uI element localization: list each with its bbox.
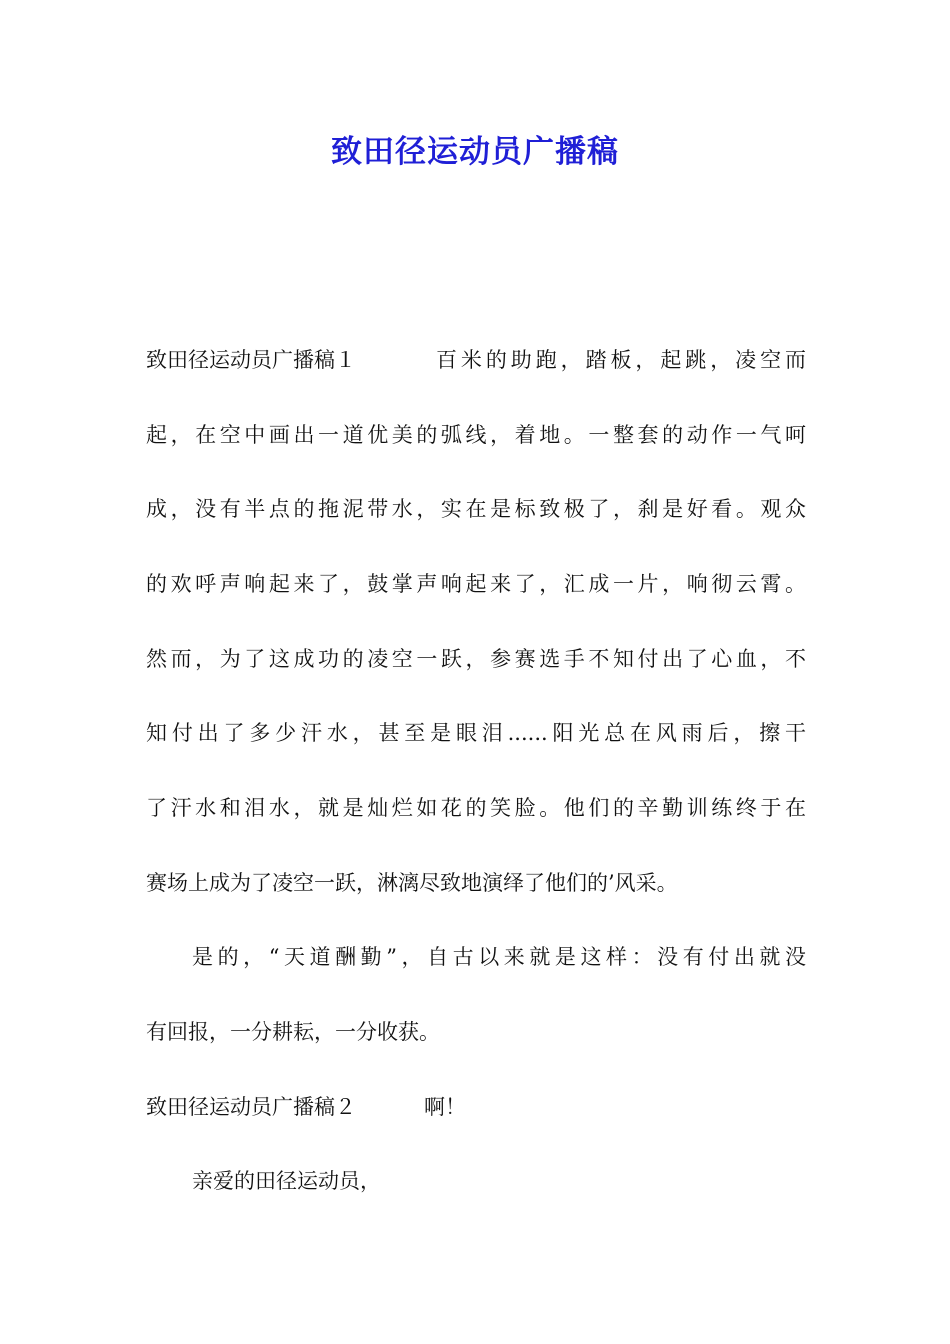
section1-first-line-tail: 百米的助跑，踏板，起跳，凌空而 [436, 348, 806, 372]
paragraph-line: 的欢呼声响起来了，鼓掌声响起来了，汇成一片，响彻云霄。 [146, 572, 806, 596]
paragraph-line: 有回报，一分耕耘，一分收获。 [146, 1020, 440, 1044]
paragraph-line: 亲爱的田径运动员， [192, 1169, 381, 1193]
section2-heading: 致田径运动员广播稿２ [146, 1095, 356, 1119]
paragraph-line: 成，没有半点的拖泥带水，实在是标致极了，刹是好看。观众 [146, 497, 806, 521]
paragraph-line: 赛场上成为了凌空一跃，淋漓尽致地演绎了他们的’风采。 [146, 871, 678, 895]
paragraph-line: 了汗水和泪水，就是灿烂如花的笑脸。他们的辛勤训练终于在 [146, 796, 806, 820]
paragraph-line: 然而，为了这成功的凌空一跃，参赛选手不知付出了心血，不 [146, 647, 806, 671]
section2-first-line-tail: 啊！ [424, 1095, 466, 1119]
paragraph-line: 知付出了多少汗水，甚至是眼泪......阳光总在风雨后，擦干 [146, 721, 806, 745]
document-title: 致田径运动员广播稿 [331, 134, 619, 170]
paragraph-line: 起，在空中画出一道优美的弧线，着地。一整套的动作一气呵 [146, 423, 806, 447]
paragraph-line: 是的，“天道酬勤”，自古以来就是这样：没有付出就没 [192, 945, 806, 969]
section1-heading: 致田径运动员广播稿１ [146, 348, 356, 372]
